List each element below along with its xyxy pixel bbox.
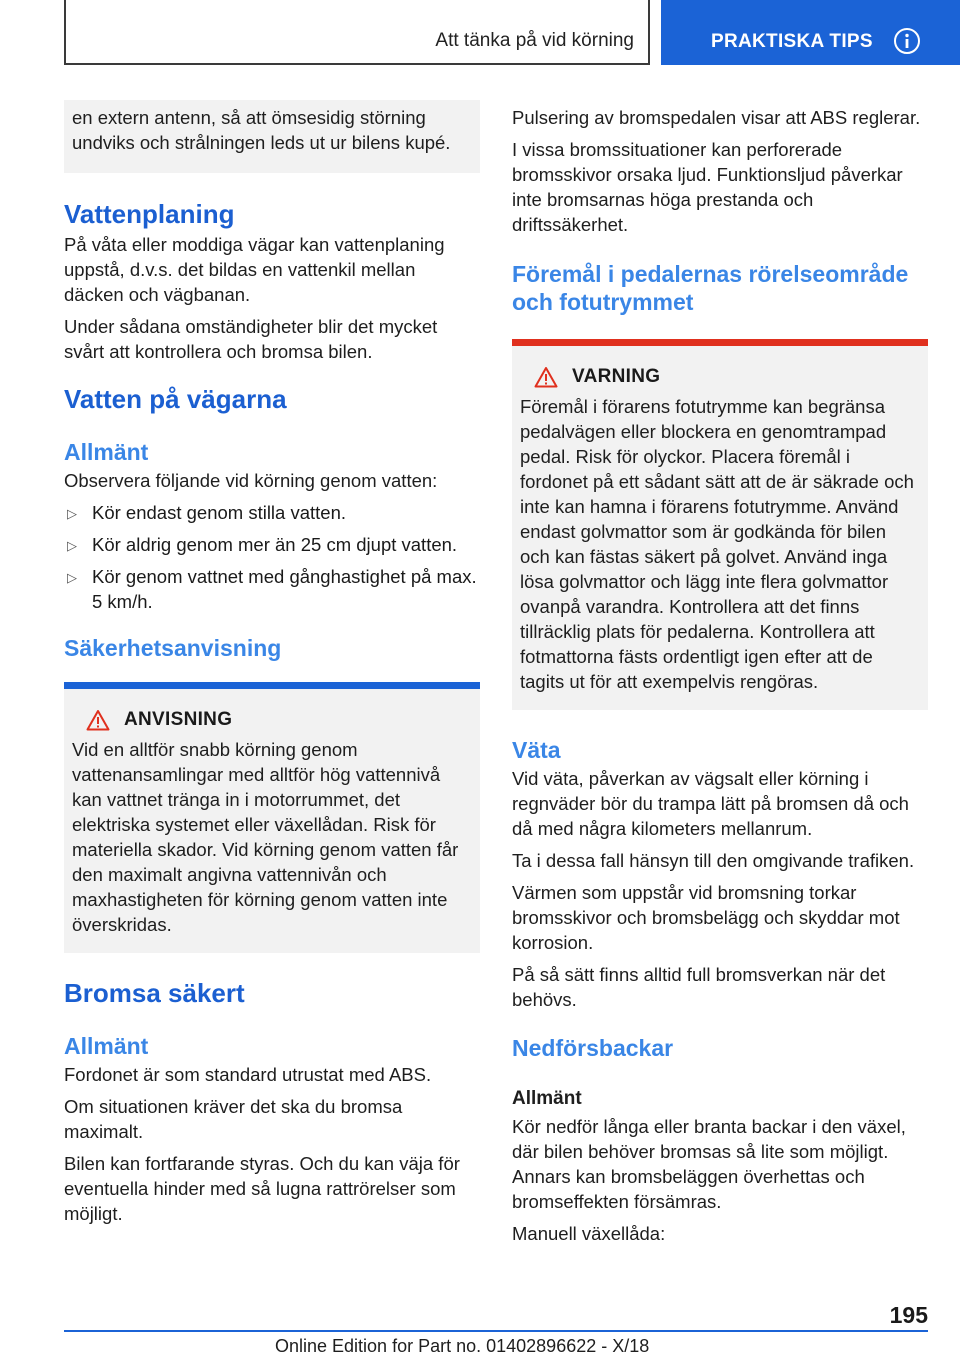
list-item: ▷ Kör endast genom stilla vatten. bbox=[64, 500, 480, 525]
heading-nedforsbackar: Nedförsbackar bbox=[512, 1035, 674, 1061]
warning-header bbox=[520, 366, 920, 388]
footer-edition: Online Edition for Part no. 01402896622 - X/18 bbox=[275, 1336, 650, 1356]
heading-allmant-3: Allmänt bbox=[512, 1088, 582, 1109]
warning-triangle-icon bbox=[86, 709, 110, 731]
warning-text: Föremål i förarens fotutrymme kan begränsa pedalvägen eller blockera en genomtrampad pedal. Risk för olyckor. Placera föremål i fordonet på ett sådant sätt att de är säkrade och inte kan hamna i förarens fotutrymme. Använd endast golvmattor som är godkända för bilen och kan fästas säkert på golvet. Använd inga lösa golvmattor och lägg inte flera golvmattor ovanpå varandra. Kontrollera att det finns tillräcklig plats för pedalerna. Kontrollera att fotmattorna fästs ordentligt igen efter att de tagits ut för att exempelvis rengöras. bbox=[520, 396, 914, 692]
heading-vata: Väta bbox=[512, 737, 561, 763]
allmant-1-text: Observera följande vid körning genom vatten: bbox=[64, 470, 438, 491]
heading-sakerhetsanvisning: Säkerhetsanvisning bbox=[64, 635, 282, 661]
header-chapter-tab[interactable] bbox=[661, 0, 960, 65]
heading-allmant-1: Allmänt bbox=[64, 439, 149, 465]
bromsa-text-2: Om situationen kräver det ska du bromsa maximalt. bbox=[64, 1096, 403, 1142]
heading-vattenplaning: Vattenplaning bbox=[64, 199, 235, 229]
bromsa-text-3: Bilen kan fortfarande styras. Och du kan väja för eventuella hinder med så lugna rattrörelser som möjligt. bbox=[64, 1153, 460, 1224]
header-section-tab bbox=[64, 0, 650, 65]
heading-vatten-pa-vagarna: Vatten på vägarna bbox=[64, 384, 287, 414]
intro-box bbox=[64, 100, 480, 173]
list-item: ▷ Kör aldrig genom mer än 25 cm djupt vatten. bbox=[64, 532, 480, 557]
notice-text: Vid en alltför snabb körning genom vattenansamlingar med alltför hög vattennivå kan vattnet tränga in i motorrummet, det elektriska systemet eller växellådan. Risk för materiella skador. Vid körning genom vatten får den maximalt angivna vattennivån och maxhastigheten för körning genom vatten inte överskridas. bbox=[72, 739, 459, 935]
warning-label: VARNING bbox=[572, 366, 661, 387]
warning-box bbox=[512, 339, 928, 710]
bullet-triangle-icon: ▷ bbox=[67, 506, 77, 521]
info-icon[interactable] bbox=[893, 27, 921, 55]
page-number: 195 bbox=[889, 1302, 928, 1328]
water-bullet-list bbox=[64, 500, 480, 614]
header-chapter-title: PRAKTISKA TIPS bbox=[711, 31, 873, 52]
vattenplaning-text-2: Under sådana omständigheter blir det mycket svårt att kontrollera och bromsa bilen. bbox=[64, 316, 438, 362]
notice-header bbox=[72, 709, 472, 731]
vata-text-3: Värmen som uppstår vid bromsning torkar bromsskivor och bromsbelägg och skyddar mot korrosion. bbox=[512, 882, 900, 953]
abs-pulse-text: Pulsering av bromspedalen visar att ABS reglerar. bbox=[512, 107, 921, 128]
bromsa-text-1: Fordonet är som standard utrustat med ABS. bbox=[64, 1064, 432, 1085]
header-section-title: Att tänka på vid körning bbox=[435, 30, 634, 51]
bullet-triangle-icon: ▷ bbox=[67, 570, 77, 585]
notice-label: ANVISNING bbox=[124, 709, 233, 730]
vata-text-4: På så sätt finns alltid full bromsverkan när det behövs. bbox=[512, 964, 886, 1010]
intro-text: en extern antenn, så att ömsesidig störning undviks och strålningen leds ut ur bilens kupé. bbox=[72, 107, 451, 153]
right-column bbox=[512, 100, 928, 1253]
nedfors-text-1: Kör nedför långa eller branta backar i den växel, där bilen behöver bromsas så lite som möjligt. Annars kan bromsbeläggen överhettas och bromseffekten försämras. bbox=[512, 1116, 906, 1212]
left-column bbox=[64, 100, 480, 1233]
heading-bromsa-sakert: Bromsa säkert bbox=[64, 978, 245, 1008]
perforated-discs-text: I vissa bromssituationer kan perforerade bromsskivor orsaka ljud. Funktionsljud påverkar inte bromsarnas höga prestanda och driftssäkerhet. bbox=[512, 139, 903, 235]
heading-foremal: Föremål i pedalernas rörelseområde och fotutrymmet bbox=[512, 261, 909, 315]
vattenplaning-text-1: På våta eller moddiga vägar kan vattenplaning uppstå, d.v.s. det bildas en vattenkil mellan däcken och vägbanan. bbox=[64, 234, 445, 305]
heading-allmant-2: Allmänt bbox=[64, 1033, 149, 1059]
nedfors-text-2: Manuell växellåda: bbox=[512, 1223, 666, 1244]
warning-triangle-icon bbox=[534, 366, 558, 388]
vata-text-2: Ta i dessa fall hänsyn till den omgivande trafiken. bbox=[512, 850, 915, 871]
footer-divider bbox=[64, 1330, 928, 1332]
list-item: ▷ Kör genom vattnet med gånghastighet på max. 5 km/h. bbox=[67, 566, 477, 612]
notice-box bbox=[64, 682, 480, 953]
vata-text-1: Vid väta, påverkan av vägsalt eller körning i regnväder bör du trampa lätt på bromsen då och då med några kilometers mellanrum. bbox=[512, 768, 909, 839]
bullet-triangle-icon: ▷ bbox=[67, 538, 77, 553]
